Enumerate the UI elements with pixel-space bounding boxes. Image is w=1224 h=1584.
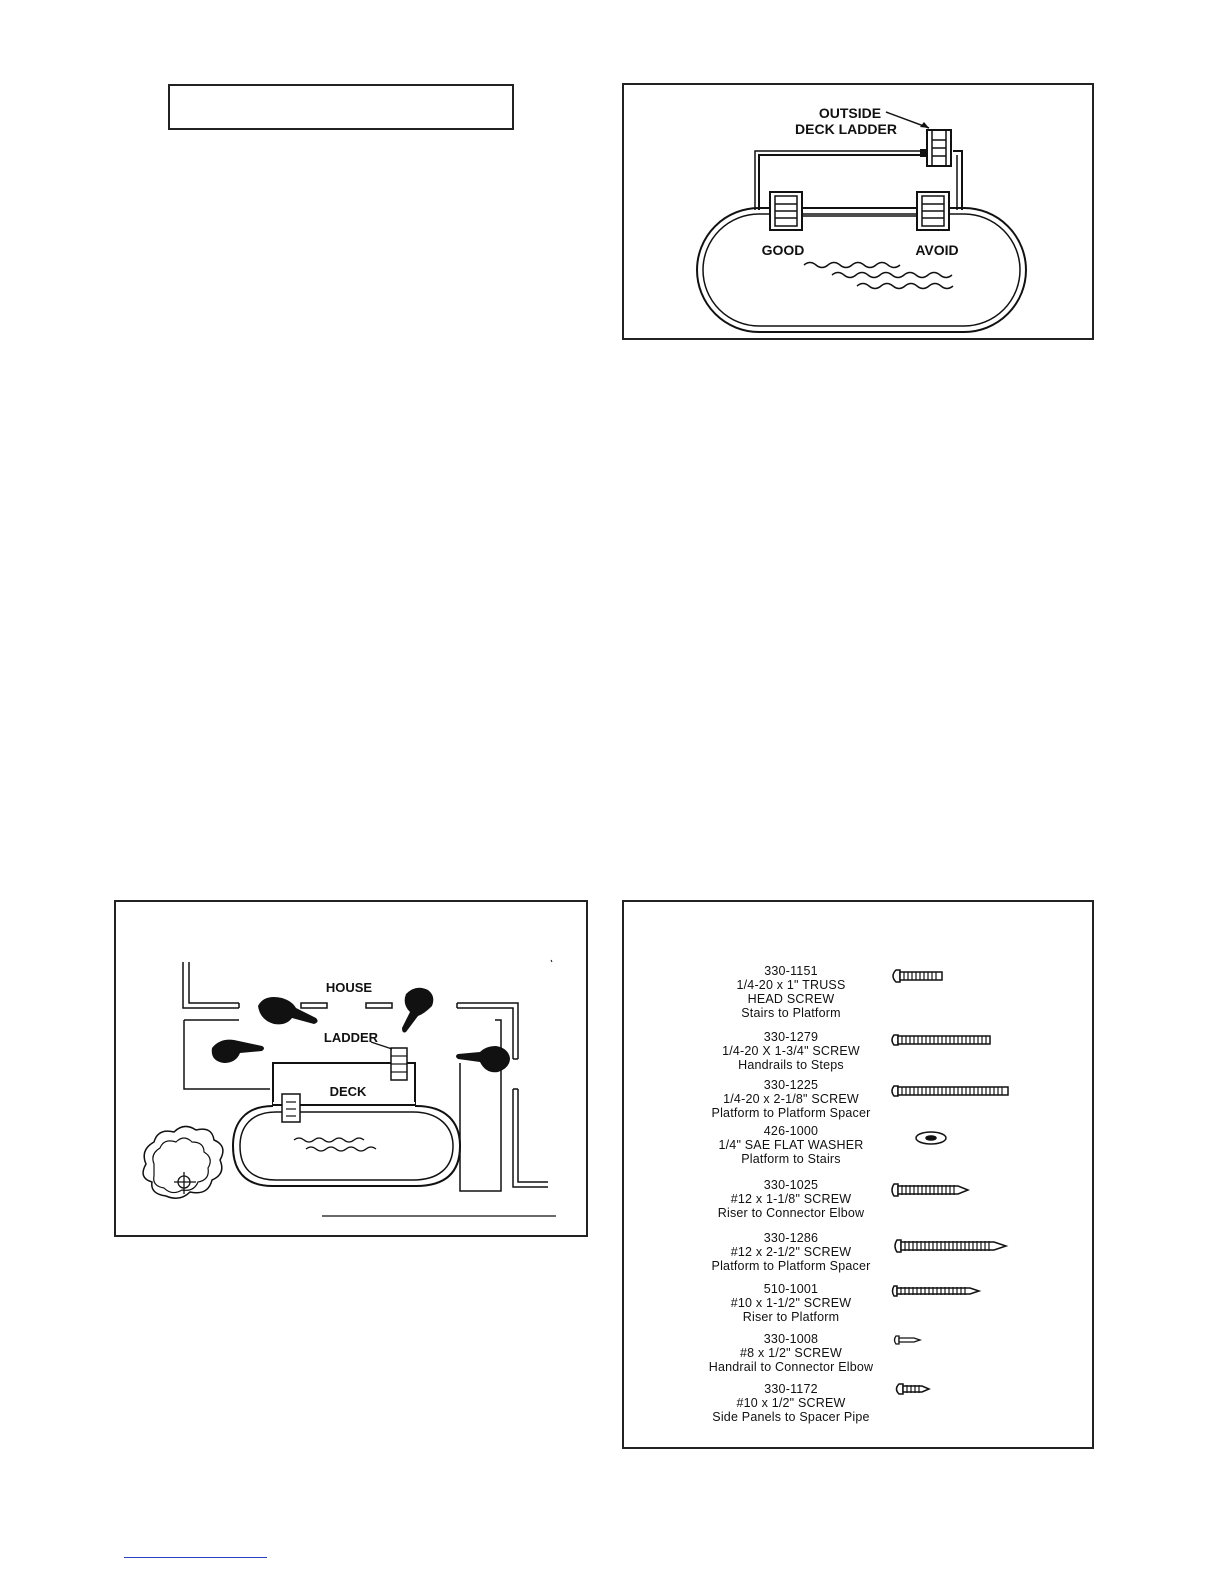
tree-icon [143,1126,223,1198]
small-screw-icon [895,1336,921,1344]
callout-label-line2: DECK LADDER [795,121,897,137]
flat-washer-icon [916,1132,946,1144]
part-number: 330-1225 [763,1078,819,1092]
part-use: Handrail to Connector Elbow [708,1360,874,1374]
wood-screw-icon [895,1240,1006,1252]
deck-label: DECK [329,1084,367,1099]
part-number: 330-1025 [763,1178,819,1192]
part-number: 330-1008 [763,1332,819,1346]
machine-screw-icon [892,1035,990,1045]
part-description: 1/4-20 x 2-1/8" SCREW [723,1092,859,1106]
avoid-label: AVOID [915,242,959,258]
part-description: #8 x 1/2" SCREW [740,1346,842,1360]
ladder-placement-figure [622,83,1094,340]
water-waves [804,263,953,289]
part-use: Platform to Platform Spacer [711,1106,871,1120]
wood-screw-icon [893,1286,980,1296]
pool-ladder-icon [282,1094,300,1122]
part-use: Stairs to Platform [741,1006,841,1020]
small-screw-icon [897,1384,930,1394]
outside-ladder-icon [927,130,951,166]
good-ladder-icon [770,192,802,230]
part-number: 330-1151 [764,964,818,978]
part-use: Side Panels to Spacer Pipe [712,1410,870,1424]
part-number: 330-1172 [764,1382,818,1396]
pool-outline [233,1106,460,1186]
callout-label-line1: OUTSIDE [818,105,882,121]
part-description: #12 x 2-1/2" SCREW [730,1245,852,1259]
pointing-hand-icon [258,997,318,1024]
part-description: #10 x 1-1/2" SCREW [730,1296,852,1310]
part-use: Riser to Platform [742,1310,840,1324]
avoid-ladder-icon [917,192,949,230]
machine-screw-icon [892,1086,1008,1096]
pointing-hand-icon [212,1040,264,1063]
hardware-icons [624,902,1092,1447]
good-label: GOOD [761,242,805,258]
part-use: Riser to Connector Elbow [717,1206,865,1220]
footer-link-underline[interactable] [124,1557,267,1558]
house-label: HOUSE [325,980,373,995]
ladder-label: LADDER [323,1030,379,1045]
part-use: Platform to Platform Spacer [711,1259,871,1273]
part-number: 510-1001 [763,1282,819,1296]
ladder-placement-diagram [624,85,1092,338]
part-description: #12 x 1-1/8" SCREW [730,1192,852,1206]
site-layout-diagram [116,902,586,1235]
wood-screw-icon [892,1184,968,1196]
part-number: 426-1000 [763,1124,819,1138]
part-description: HEAD SCREW [747,992,835,1006]
pointing-hand-icon [456,1046,510,1072]
pointing-hand-icon [402,988,433,1033]
part-use: Platform to Stairs [741,1152,841,1166]
hardware-figure [622,900,1094,1449]
deck-ladder-icon [391,1048,407,1080]
part-description: 1/4-20 x 1" TRUSS [736,978,846,992]
part-description: 1/4" SAE FLAT WASHER [718,1138,864,1152]
part-number: 330-1279 [763,1030,819,1044]
part-description: 1/4-20 X 1-3/4" SCREW [722,1044,860,1058]
site-layout-figure [114,900,588,1237]
title-box [168,84,514,130]
truss-screw-icon [893,970,942,982]
part-description: #10 x 1/2" SCREW [736,1396,846,1410]
part-number: 330-1286 [763,1231,819,1245]
part-use: Handrails to Steps [738,1058,844,1072]
